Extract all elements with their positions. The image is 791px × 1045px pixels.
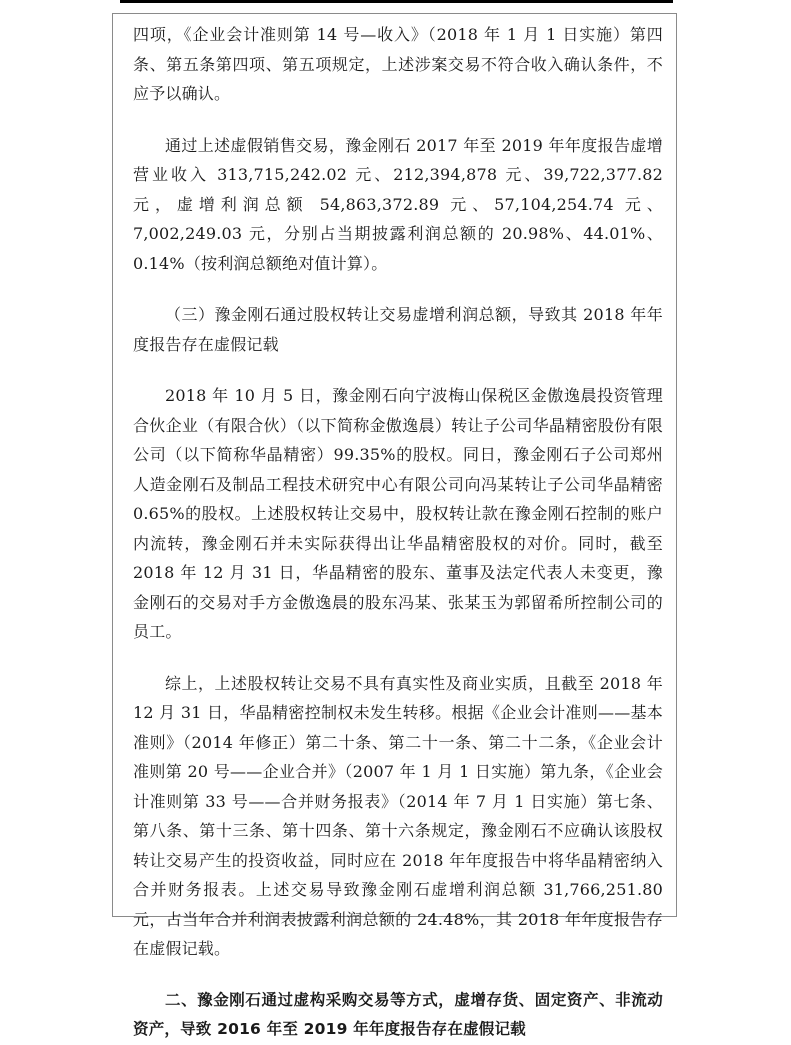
paragraph-continuation: 四项，《企业会计准则第 14 号—收入》（2018 年 1 月 1 日实施）第四条、第五条第四项、第五项规定，上述涉案交易不符合收入确认条件，不应予以确认。 [133, 25, 663, 103]
paragraph-equity-transfer-conclusion: 综上，上述股权转让交易不具有真实性及商业实质，且截至 2018 年 12 月 31 日，华晶精密控制权未发生转移。根据《企业会计准则——基本准则》（2014 年修正）第二十条、第二十一条、第二十二条，《企业会计准则第 20 号——企业合并》（2007 年 1 月 1 日实施）第九条，《企业会计准则第 33 号——合并财务报表》（2014 年 7 月 1 日实施）第七条、第八条、第十三条、第十四条、第十六条规定，豫金刚石不应确认该股权转让交易产生的投资收益，同时应在 2018 年年度报告中将华晶精密纳入合并财务报表。上述交易导致豫金刚石虚增利润总额 31,766,251.80 元，占当年合并利润表披露利润总额的 24.48%，其 2018 年年度报告存在虚假记载。 [133, 673, 663, 958]
section-heading-equity-transfer: （三）豫金刚石通过股权转让交易虚增利润总额，导致其 2018 年年度报告存在虚假记载 [133, 305, 663, 354]
paragraph-false-sales-summary: 通过上述虚假销售交易，豫金刚石 2017 年至 2019 年年度报告虚增营业收入 313,715,242.02 元、212,394,878 元、39,722,377.82 元，虚增利润总额 54,863,372.89 元、57,104,254.74 元、7,002,249.03 元，分别占当期披露利润总额的 20.98%、44.01%、0.14%（按利润总额绝对值计算）。 [133, 135, 663, 273]
section-heading-fictitious-purchases: 二、豫金刚石通过虚构采购交易等方式，虚增存货、固定资产、非流动资产，导致 2016 年至 2019 年年度报告存在虚假记载 [133, 990, 663, 1038]
header-rule [120, 0, 673, 3]
document-body [133, 14, 663, 1045]
paragraph-equity-transfer-facts: 2018 年 10 月 5 日，豫金刚石向宁波梅山保税区金傲逸晨投资管理合伙企业（有限合伙）（以下简称金傲逸晨）转让子公司华晶精密股份有限公司（以下简称华晶精密）99.35%的股权。同日，豫金刚石子公司郑州人造金刚石及制品工程技术研究中心有限公司向冯某转让子公司华晶精密 0.65%的股权。上述股权转让交易中，股权转让款在豫金刚石控制的账户内流转，豫金刚石并未实际获得出让华晶精密股权的对价。同时，截至 2018 年 12 月 31 日，华晶精密的股东、董事及法定代表人未变更，豫金刚石的交易对手方金傲逸晨的股东冯某、张某玉为郭留希所控制公司的员工。 [133, 386, 663, 641]
